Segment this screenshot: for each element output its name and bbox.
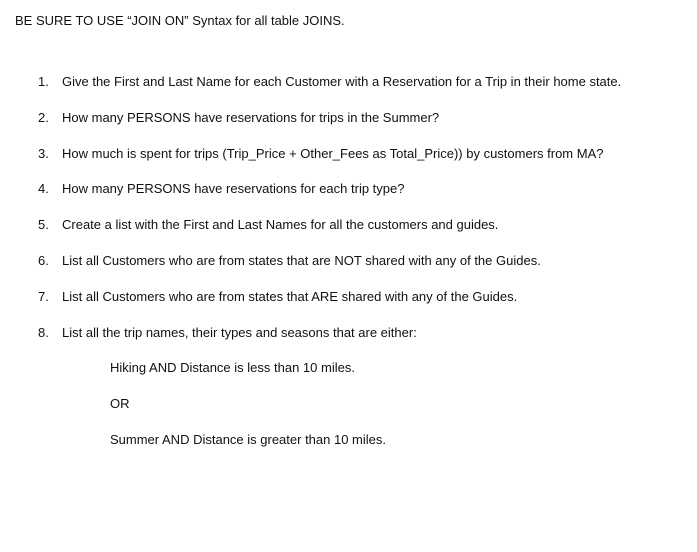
condition-or: OR <box>110 396 130 411</box>
question-number: 1. <box>38 74 49 89</box>
question-item <box>0 110 697 126</box>
question-item <box>0 146 697 162</box>
condition-summer: Summer AND Distance is greater than 10 miles. <box>110 432 386 447</box>
question-item <box>0 217 697 233</box>
question-number: 8. <box>38 325 49 340</box>
question-item <box>0 325 697 341</box>
question-number: 6. <box>38 253 49 268</box>
question-number: 7. <box>38 289 49 304</box>
question-number: 3. <box>38 146 49 161</box>
instructions-header: BE SURE TO USE “JOIN ON” Syntax for all table JOINS. <box>15 13 345 28</box>
question-number: 2. <box>38 110 49 125</box>
question-text: List all Customers who are from states that are NOT shared with any of the Guides. <box>62 253 541 268</box>
question-text: Create a list with the First and Last Names for all the customers and guides. <box>62 217 499 232</box>
question-text: List all the trip names, their types and seasons that are either: <box>62 325 417 340</box>
question-text: How many PERSONS have reservations for each trip type? <box>62 181 405 196</box>
question-item <box>0 289 697 305</box>
question-item <box>0 253 697 269</box>
condition-hiking: Hiking AND Distance is less than 10 miles. <box>110 360 355 375</box>
question-number: 5. <box>38 217 49 232</box>
question-number: 4. <box>38 181 49 196</box>
question-text: How many PERSONS have reservations for trips in the Summer? <box>62 110 440 125</box>
question-text: How much is spent for trips (Trip_Price + Other_Fees as Total_Price)) by customers from MA? <box>62 146 604 161</box>
question-item <box>0 181 697 197</box>
question-text: Give the First and Last Name for each Customer with a Reservation for a Trip in their home state. <box>62 74 622 89</box>
question-item <box>0 74 697 90</box>
question-text: List all Customers who are from states that ARE shared with any of the Guides. <box>62 289 518 304</box>
